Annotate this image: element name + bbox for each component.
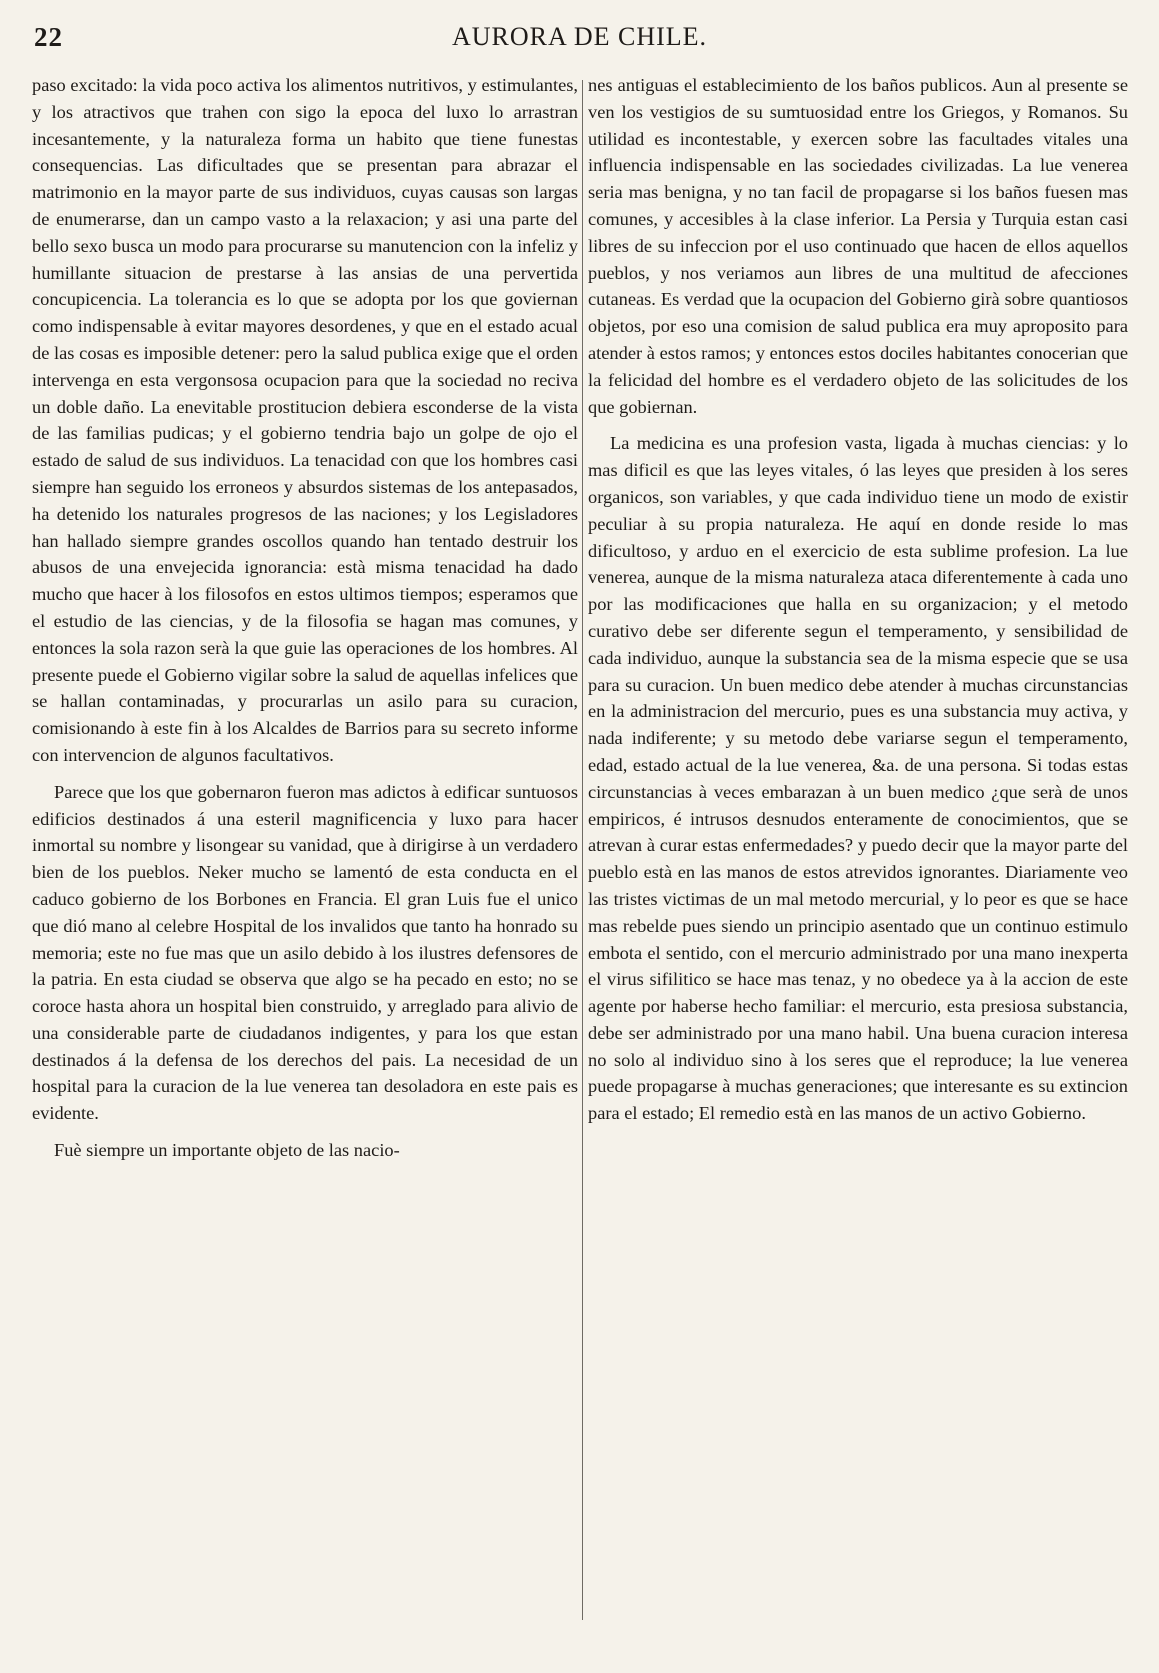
- page-number: 22: [34, 22, 63, 52]
- paragraph: nes antiguas el establecimiento de los baños publicos. Aun al presente se ven los vestigios de su sumtuosidad entre los Griegos, y Romanos. Su utilidad es incontestable, y exercen sobre las facultades vitales una influencia indispensable en las sociedades civilizadas. La lue venerea seria mas benigna, y no tan facil de propagarse si los baños fuesen mas comunes, y accesibles à la clase inferior. La Persia y Turquia estan casi libres de su infeccion por el uso continuado que hacen de ellos aquellos pueblos, y nos veriamos aun libres de una multitud de afecciones cutaneas. Es verdad que la ocupacion del Gobierno girà sobre quantiosos objetos, por eso una comision de salud publica era muy aproposito para atender à estos ramos; y entonces estos dociles habitantes conocerian que la felicidad del hombre es el verdadero objeto de las solicitudes de los que gobiernan.: [588, 75, 1128, 417]
- left-column: [32, 72, 578, 1164]
- column-divider: [582, 80, 583, 1620]
- paragraph: La medicina es una profesion vasta, ligada à muchas ciencias: y lo mas dificil es que las leyes vitales, ó las leyes que presiden à los seres organicos, son variables, y que cada individuo tiene un modo de existir peculiar à su propia naturaleza. He aquí en donde reside lo mas dificultoso, y arduo en el exercicio de esta sublime profesion. La lue venerea, aunque de la misma naturaleza ataca diferentemente à cada uno por las modificaciones que halla en su organizacion; y el metodo curativo debe ser diferente segun el temperamento, y sensibilidad de cada individuo, aunque la substancia sea de la misma especie que se usa para su curacion. Un buen medico debe atender à muchas circunstancias en la administracion del mercurio, pues es una substancia muy activa, y nada indiferente; y su metodo debe variarse segun el temperamento, edad, estado actual de la lue venerea, &a. de una persona. Si todas estas circunstancias à veces embarazan à un buen medico ¿que serà de unos empiricos, é intrusos desnudos enteramente de conocimientos, que se atrevan à curar estas enfermedades? y puedo decir que la mayor parte del pueblo està en las manos de estos atrevidos ignorantes. Diariamente veo las tristes victimas de un mal metodo mercurial, y lo peor es que se hace mas rebelde pues siendo un principio asentado que un continuo estimulo embota el sentido, con el mercurio administrado por una mano inexperta el virus sifilitico se hace mas tenaz, y no obedece ya à la accion de este agente por haberse hecho familiar: el mercurio, esta presiosa substancia, debe ser administrado por una mano habil. Una buena curacion interesa no solo al individuo sino à los seres que el reproduce; la lue venerea puede propagarse à muchas generaciones; que interesante es su extincion para el estado; El remedio està en las manos de un activo Gobierno.: [588, 433, 1128, 1124]
- paragraph: Fuè siempre un importante objeto de las nacio-: [54, 1140, 400, 1161]
- running-head-title: AURORA DE CHILE.: [451, 22, 708, 51]
- right-column: [588, 72, 1128, 1127]
- paragraph: Parece que los que gobernaron fueron mas adictos à edificar suntuosos edificios destinados á una esteril magnificencia y luxo para hacer inmortal su nombre y lisongear su vanidad, que à dirigirse à un verdadero bien de los pueblos. Neker mucho se lamentó de esta conducta en el caduco gobierno de los Borbones en Francia. El gran Luis fue el unico que dió mano al celebre Hospital de los invalidos que tanto ha honrado su memoria; este no fue mas que un asilo debido à los ilustres defensores de la patria. En esta ciudad se observa que algo se ha pecado en esto; no se coroce hasta ahora un hospital bien construido, y arreglado para alivio de una considerable parte de ciudadanos indigentes, y para los que estan destinados á la defensa de los derechos del pais. La necesidad de un hospital para la curacion de la lue venerea tan desoladora en este pais es evidente.: [32, 781, 578, 1124]
- paragraph: paso excitado: la vida poco activa los alimentos nutritivos, y estimulantes, y los atractivos que trahen con sigo la epoca del luxo lo arrastran incesantemente, y la naturaleza forma un habito que tiene funestas consequencias. Las dificultades que se presentan para abrazar el matrimonio en la mayor parte de sus individuos, cuyas causas son largas de enumerarse, dan un campo vasto a la relaxacion; y asi una parte del bello sexo busca un modo para procurarse su manutencion con la infeliz y humillante situacion de prestarse à las ansias de una pervertida concupicencia. La tolerancia es lo que se adopta por los que goviernan como indispensable à evitar mayores desordenes, y que en el estado acual de las cosas es imposible detener: pero la salud publica exige que el orden intervenga en esta vergonsosa ocupacion para que la sociedad no reciva un doble daño. La enevitable prostitucion debiera esconderse de la vista de las familias pudicas; y el gobierno tendria bajo un golpe de ojo el estado de salud de sus individuos. La tenacidad con que los hombres casi siempre han seguido los erroneos y absurdos sistemas de los antepasados, ha detenido los naturales progresos de las naciones; y los Legisladores han hallado siempre grandes oscollos quando han tentado destruir los abusos de una envejecida ignorancia: està misma tenacidad ha dado mucho que hacer à los filosofos en estos ultimos tiempos; esperamos que el estudio de las ciencias, y de la filosofia se hagan mas comunes, y entonces la sola razon serà la que guie las operaciones de los hombres. Al presente puede el Gobierno vigilar sobre la salud de aquellas infelices que se hallan contaminadas, y procurarlas un asilo para su curacion, comisionando à este fin à los Alcaldes de Barrios para su secreto informe con intervencion de algunos facultativos.: [32, 75, 578, 765]
